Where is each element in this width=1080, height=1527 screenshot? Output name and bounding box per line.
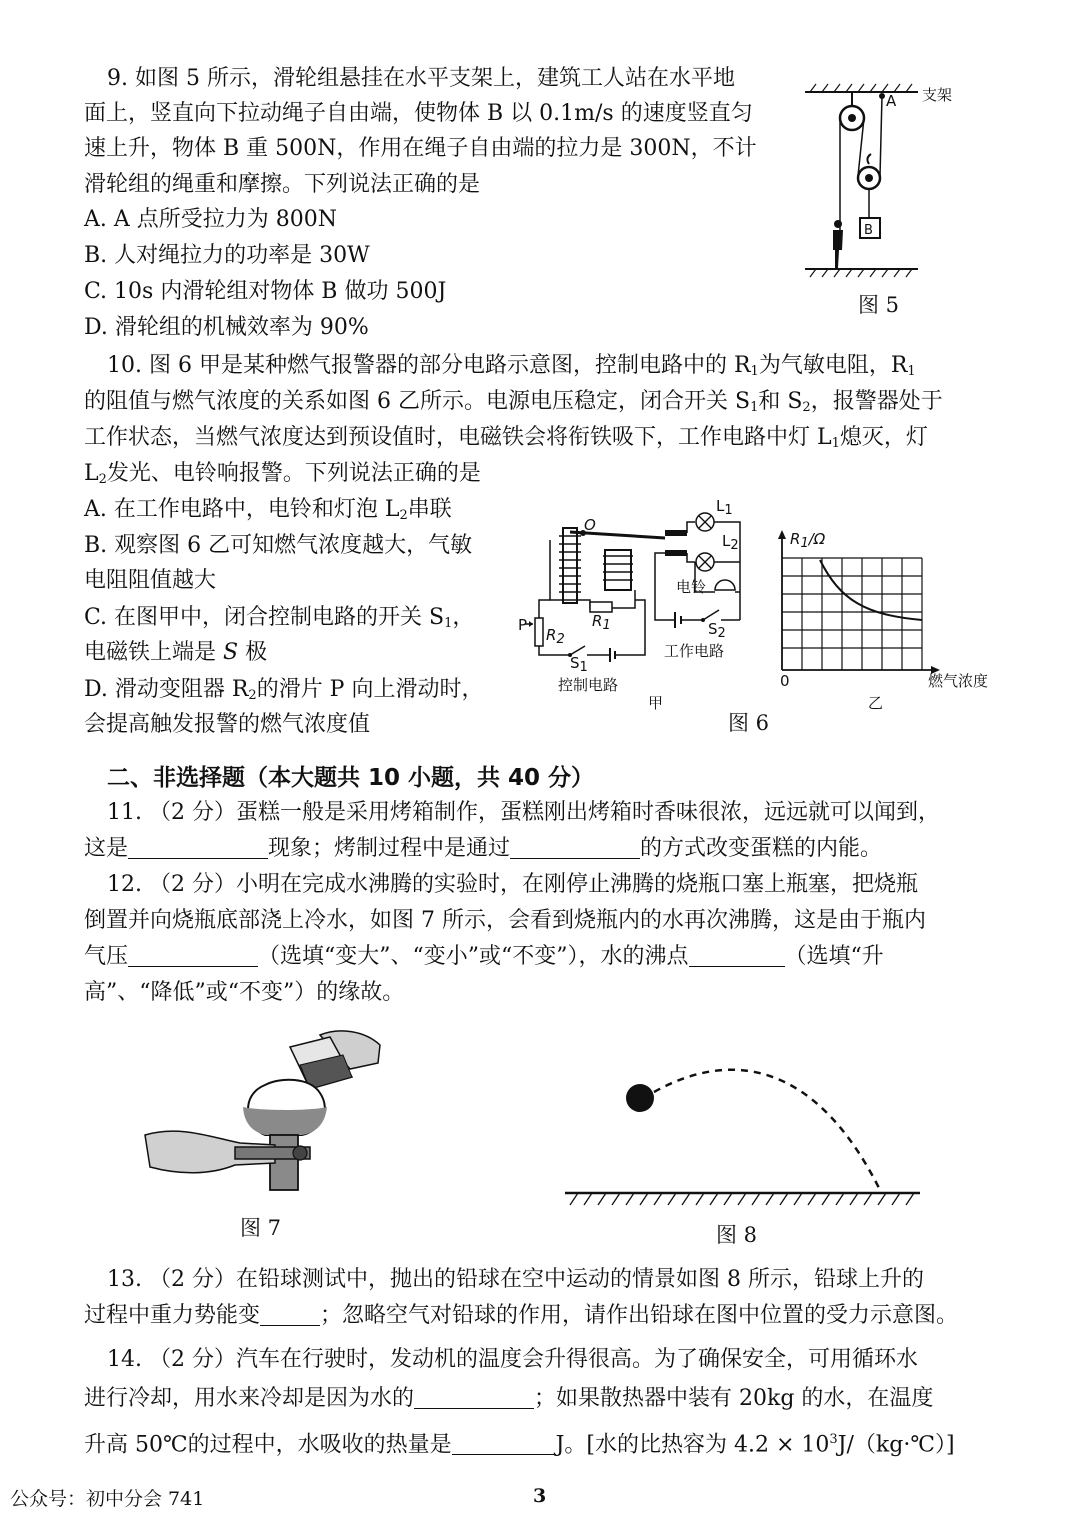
q14-line-2: 进行冷却，用水来冷却是因为水的 ；如果散热器中装有 20kg 的水，在温度 [84,1386,934,1411]
q13-line-1: 13. （2 分）在铅球测试中，抛出的铅球在空中运动的情景如图 8 所示，铅球上升的 [107,1267,924,1292]
q11-blank-2[interactable] [510,836,640,859]
q11-line-1: 11. （2 分）蛋糕一般是采用烤箱制作，蛋糕刚出烤箱时香味很浓，远远就可以闻到， [107,800,940,825]
q10-option-d-line-2: 会提高触发报警的燃气浓度值 [84,712,371,737]
label-jia: 甲 [648,694,664,712]
q9-line-2: 面上，竖直向下拉动绳子自由端，使物体 B 以 0.1m/s 的速度竖直匀 [84,101,753,126]
label-yi: 乙 [868,694,884,712]
q9-line-4: 滑轮组的绳重和摩擦。下列说法正确的是 [84,172,481,197]
q12-line-4: 高”、“降低”或“不变”）的缘故。 [84,980,405,1005]
label-L2: $L_2$ [722,532,739,553]
q14-blank-1[interactable] [414,1386,534,1409]
q10-option-b-line-2: 电阻阻值越大 [84,568,217,593]
q10-line-2: 的阻值与燃气浓度的关系如图 6 乙所示。电源电压稳定，闭合开关 $S_1$和 $S_2$，报警器处于 [84,389,943,415]
figure-7-flask-diagram [140,1025,410,1200]
figure-6-caption: 图 6 [728,711,770,735]
q10-option-c-line-2: 电磁铁上端是 S 极 [84,640,268,665]
q10-option-a: A. 在工作电路中，电铃和灯泡 $L_2$串联 [84,497,452,523]
label-control-circuit: 控制电路 [558,676,619,694]
graph-y-label: $R_1/\Omega$ [790,530,826,551]
q12-line-1: 12. （2 分）小明在完成水沸腾的实验时，在刚停止沸腾的烧瓶口塞上瓶塞，把烧瓶 [107,872,918,897]
label-O: O [584,516,596,534]
figure-8-shot-put-diagram [560,1050,930,1210]
figure-6b-resistance-graph [770,530,940,690]
q14-line-1: 14. （2 分）汽车在行驶时，发动机的温度会升得很高。为了确保安全，可用循环水 [107,1347,918,1372]
label-P: P [518,616,528,634]
label-R1: $R_1$ [592,612,611,633]
q9-line-3: 速上升，物体 B 重 500N，作用在绳子自由端的拉力是 300N，不计 [84,136,757,161]
q10-line-1: 10. 图 6 甲是某种燃气报警器的部分电路示意图，控制电路中的 $R_1$为气敏电阻，$R_1$ [107,353,916,379]
q12-line-2: 倒置并向烧瓶底部浇上冷水，如图 7 所示，会看到烧瓶内的水再次沸腾，这是由于瓶内 [84,908,926,933]
figure-5-pulley-diagram [800,78,930,278]
figure-7-caption: 图 7 [240,1216,282,1240]
q9-option-c: C. 10s 内滑轮组对物体 B 做功 500J [84,279,447,304]
q13-line-2: 过程中重力势能变 ；忽略空气对铅球的作用，请作出铅球在图中位置的受力示意图。 [84,1303,959,1328]
label-B: B [864,223,873,238]
label-support: 支架 [922,86,953,104]
q10-option-b-line-1: B. 观察图 6 乙可知燃气浓度越大，气敏 [84,533,473,558]
figure-5-caption: 图 5 [858,293,900,317]
label-L1: $L_1$ [716,497,733,518]
label-bell: 电铃 [676,578,707,596]
q10-line-3: 工作状态，当燃气浓度达到预设值时，电磁铁会将衔铁吸下，工作电路中灯 $L_1$熄灭，灯 [84,425,928,451]
label-S1: $S_1$ [570,654,588,675]
label-R2: $R_2$ [546,626,565,647]
figure-8-caption: 图 8 [716,1223,758,1247]
label-A: A [886,92,897,110]
label-work-circuit: 工作电路 [664,642,725,660]
graph-origin: 0 [780,672,790,690]
q10-option-d-line-1: D. 滑动变阻器 $R_2$的滑片 P 向上滑动时， [84,677,484,703]
q10-option-c-line-1: C. 在图甲中，闭合控制电路的开关 $S_1$， [84,605,475,631]
q9-option-d: D. 滑轮组的机械效率为 90% [84,315,369,340]
q10-line-4: $L_2$发光、电铃响报警。下列说法正确的是 [84,461,481,487]
q12-blank-1[interactable] [128,944,258,967]
label-S2: $S_2$ [708,620,726,641]
section-2-title: 二、非选择题（本大题共 10 小题，共 40 分） [107,765,595,791]
q9-option-a: A. A 点所受拉力为 800N [84,207,337,232]
q14-line-3: 升高 50℃的过程中，水吸收的热量是 J。[水的比热容为 $4.2 \times 10^3J/(kg\cdot℃)$] [84,1432,955,1458]
footer-watermark: 公众号：初中分会 741 [10,1488,205,1510]
graph-x-label: 燃气浓度 [928,672,989,690]
page-number: 3 [533,1485,547,1507]
q11-line-2: 这是 现象；烤制过程中是通过 的方式改变蛋糕的内能。 [84,836,883,861]
q9-option-b: B. 人对绳拉力的功率是 30W [84,243,370,268]
q12-blank-2[interactable] [689,944,785,967]
q12-line-3: 气压 （选填“变大”、“变小”或“不变”），水的沸点 （选填“升 [84,944,884,969]
q13-blank-1[interactable] [260,1303,320,1326]
q9-line-1: 9. 如图 5 所示，滑轮组悬挂在水平支架上，建筑工人站在水平地 [107,66,735,91]
q14-blank-2[interactable] [452,1432,556,1455]
q11-blank-1[interactable] [128,836,268,859]
